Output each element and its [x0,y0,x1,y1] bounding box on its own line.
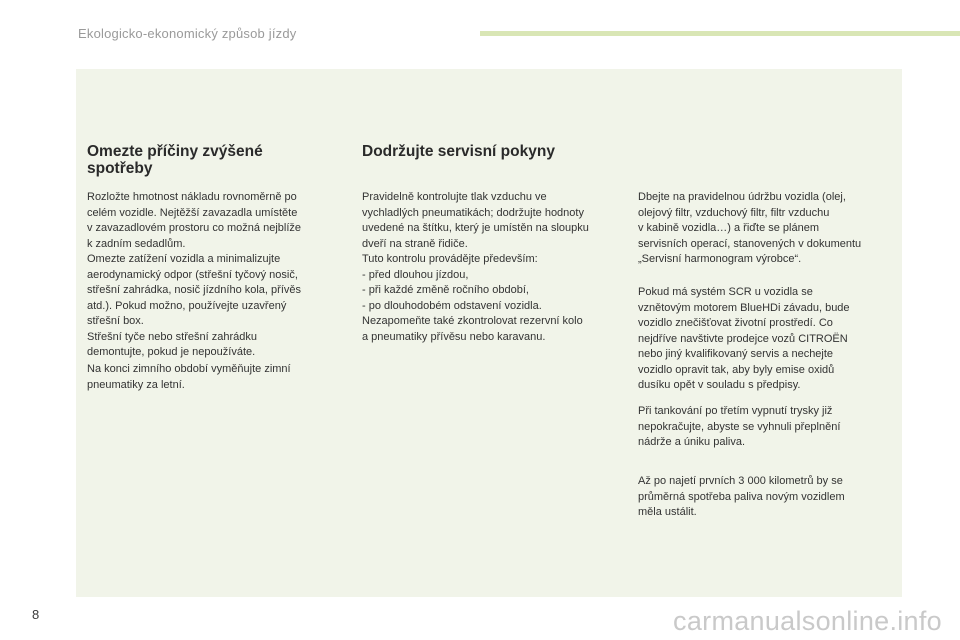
page-number: 8 [32,607,40,622]
right-column-paragraph-2: Pokud má systém SCR u vozidla se vznětovým motorem BlueHDi závadu, bude vozidlo znečišťovat životní prostředí. Co nejdříve navštivte prodejce vozů CITROËN nebo jiný kvalifikovaný servis a nechejte vozidlo opravit tak, aby byly emise oxidů dusíku opět v souladu s předpisy. [638,286,850,391]
left-column-heading: Omezte příčiny zvýšené spotřeby [87,143,263,177]
left-column-paragraph-2: Na konci zimního období vyměňujte zimní pneumatiky za letní. [87,363,291,391]
left-column-paragraph-1: Rozložte hmotnost nákladu rovnoměrně po celém vozidle. Nejtěžší zavazadla umístěte v zavazadlovém prostoru co možná nejblíže k zadním sedadlům. Omezte zatížení vozidla a minimalizujte aerodynamický odpor (střešní tyčový nosič, střešní zahrádka, nosič jízdního kola, přívěs atd.). Pokud možno, používejte uzavřený střešní box. Střešní tyče nebo střešní zahrádku demontujte, pokud je nepoužíváte. [87,191,301,358]
middle-column-paragraph-1: Pravidelně kontrolujte tlak vzduchu ve vychladlých pneumatikách; dodržujte hodnoty uvedené na štítku, který je umístěn na sloupku dveří na straně řidiče. Tuto kontrolu provádějte především: - před dlouhou jízdou, - při každé změně ročního období, - po dlouhodobém odstavení vozidla. Nezapomeňte také zkontrolovat rezervní kolo a pneumatiky přívěsu nebo karavanu. [362,191,589,343]
middle-column-heading: Dodržujte servisní pokyny [362,143,555,160]
right-column-paragraph-3: Při tankování po třetím vypnutí trysky již nepokračujte, abyste se vyhnuli přeplnění nádrže a úniku paliva. [638,405,841,448]
watermark: carmanualsonline.info [673,606,942,636]
header-accent-bar [480,31,960,36]
right-column-paragraph-4: Až po najetí prvních 3 000 kilometrů by se průměrná spotřeba paliva novým vozidlem měla ustálit. [638,475,845,518]
right-column-paragraph-1: Dbejte na pravidelnou údržbu vozidla (olej, olejový filtr, vzduchový filtr, filtr vzduchu v kabině vozidla…) a řiďte se plánem servisních operací, stanovených v dokumentu „Servisní harmonogram výrobce“. [638,191,862,265]
section-title: Ekologicko-ekonomický způsob jízdy [78,26,297,41]
